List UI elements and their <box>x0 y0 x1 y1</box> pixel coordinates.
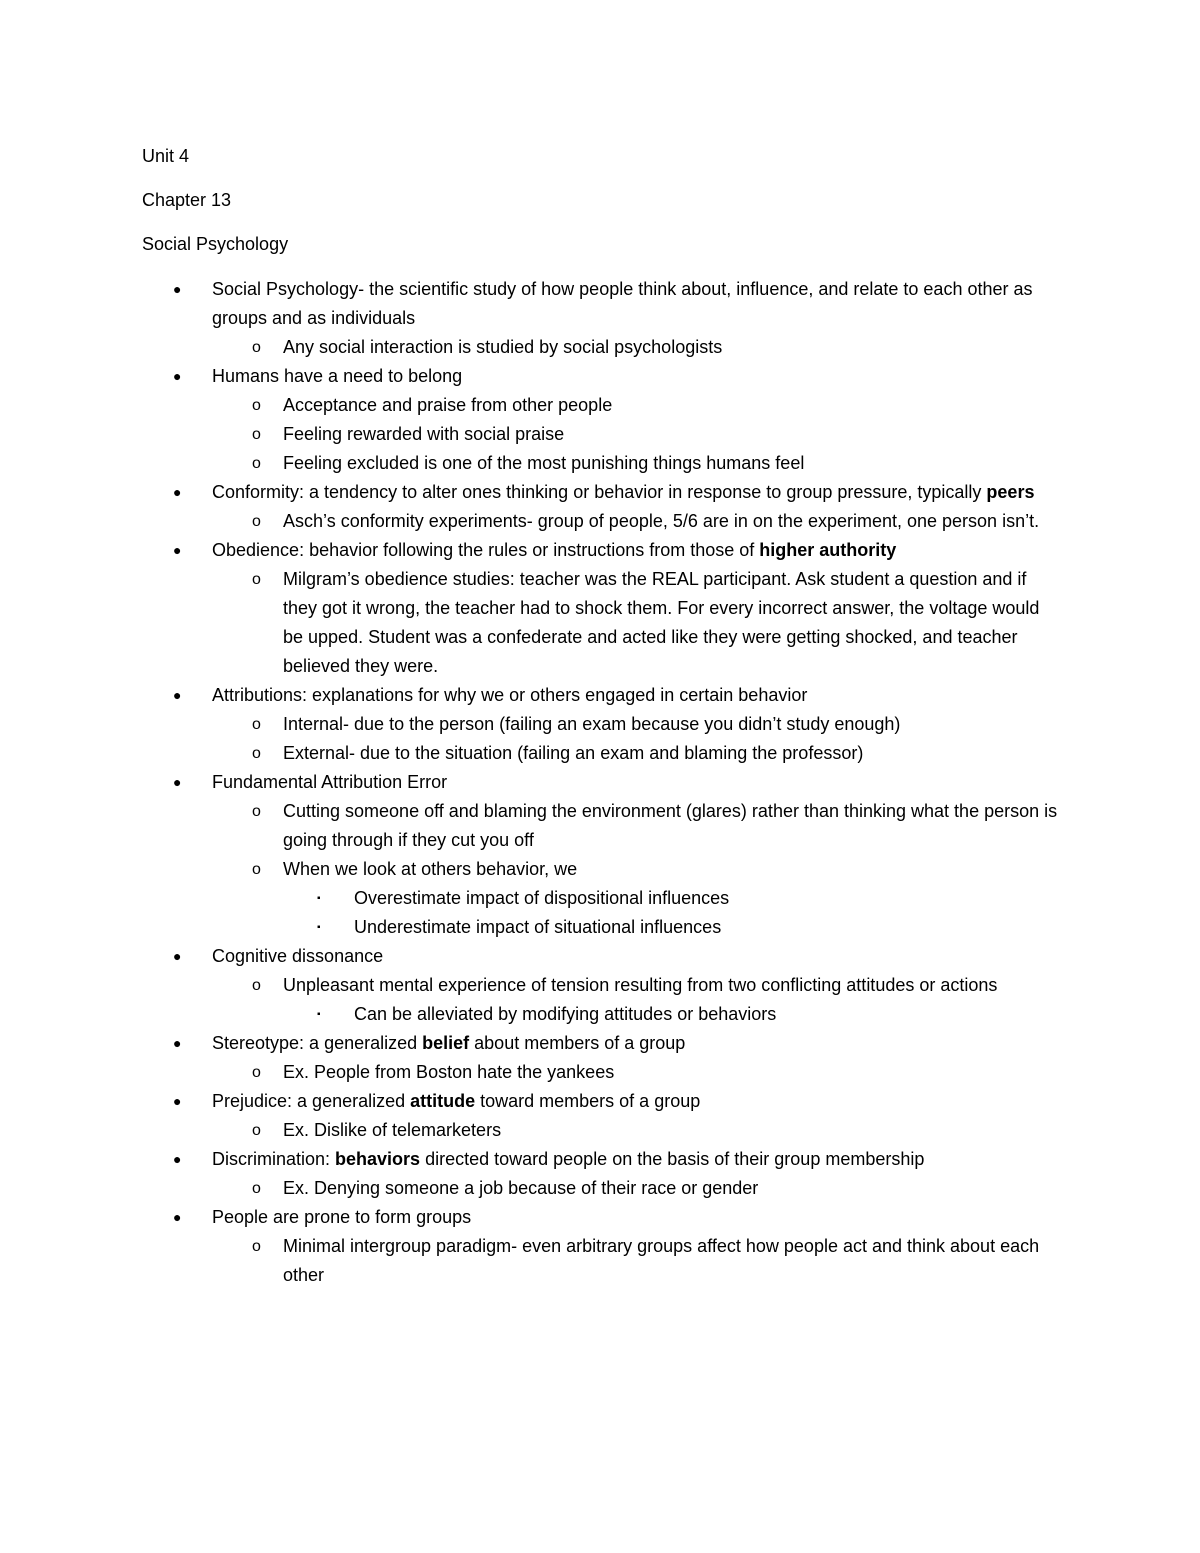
list-item-text <box>283 855 1058 884</box>
bullet-marker: o <box>252 339 261 356</box>
bullet-marker: ● <box>173 687 182 703</box>
list-item-level-3 <box>0 884 1054 913</box>
list-item-level-3 <box>0 913 1054 942</box>
list-item-text <box>283 710 1058 739</box>
text-run: Any social interaction is studied by social psychologists <box>283 337 723 357</box>
bullet-marker: ● <box>173 368 182 384</box>
text-run: Feeling excluded is one of the most punishing things humans feel <box>283 453 805 473</box>
list-item-level-2 <box>0 1116 1058 1145</box>
list-item-level-2 <box>0 420 1058 449</box>
list-item-text <box>283 449 1058 478</box>
bullet-marker: ● <box>173 948 182 964</box>
list-item-level-1 <box>0 478 1047 507</box>
list-item-level-2 <box>0 449 1058 478</box>
bold-term: peers <box>986 482 1035 502</box>
text-run: Ex. People from Boston hate the yankees <box>283 1062 615 1082</box>
bullet-marker: o <box>252 1238 261 1255</box>
text-run: about members of a group <box>469 1033 686 1053</box>
bold-term: belief <box>422 1033 470 1053</box>
list-item-level-2 <box>0 971 1058 1000</box>
list-item-text <box>212 942 1047 971</box>
text-run: Milgram’s obedience studies: teacher was the REAL participant. Ask student a question and if they got it wrong, the teacher had to shock them. For every incorrect answer, the voltage would be upped. Student was a confederate and acted like they were getting shocked, and teacher believed they were. <box>283 569 1040 676</box>
text-run: When we look at others behavior, we <box>283 859 578 879</box>
list-item-level-3 <box>0 1000 1054 1029</box>
bullet-marker: o <box>252 716 261 733</box>
list-item-text <box>212 536 1047 565</box>
bullet-marker: o <box>252 513 261 530</box>
list-item-level-1 <box>0 362 1047 391</box>
chapter-heading: Chapter 13 <box>142 190 232 210</box>
text-run: Humans have a need to belong <box>212 366 463 386</box>
topic-heading: Social Psychology <box>142 234 289 254</box>
list-item-text <box>283 971 1058 1000</box>
list-item-text <box>283 797 1058 855</box>
text-run: External- due to the situation (failing an exam and blaming the professor) <box>283 743 864 763</box>
text-run: Acceptance and praise from other people <box>283 395 613 415</box>
list-item-text <box>212 1203 1047 1232</box>
text-run: Fundamental Attribution Error <box>212 772 448 792</box>
list-item-text <box>212 478 1047 507</box>
list-item-level-1 <box>0 1203 1047 1232</box>
list-item-level-2 <box>0 855 1058 884</box>
list-item-level-2 <box>0 565 1058 681</box>
bold-term: higher authority <box>759 540 897 560</box>
bullet-marker: ● <box>173 542 182 558</box>
list-item-text <box>283 1174 1058 1203</box>
bullet-marker: o <box>252 1122 261 1139</box>
bullet-marker: ● <box>173 1035 182 1051</box>
text-run: Overestimate impact of dispositional influences <box>354 888 730 908</box>
bullet-marker: o <box>252 455 261 472</box>
text-run: Ex. Denying someone a job because of their race or gender <box>283 1178 759 1198</box>
text-run: Cutting someone off and blaming the environment (glares) rather than thinking what the person is going through if they cut you off <box>283 801 1058 850</box>
list-item-text <box>354 884 1054 913</box>
list-item-text <box>283 1116 1058 1145</box>
bullet-marker: ● <box>173 1093 182 1109</box>
list-item-level-2 <box>0 507 1058 536</box>
bullet-marker: o <box>252 745 261 762</box>
list-item-level-1 <box>0 1029 1047 1058</box>
bullet-marker: o <box>252 397 261 414</box>
list-item-text <box>283 420 1058 449</box>
list-item-text <box>283 565 1058 681</box>
bullet-marker: ● <box>173 484 182 500</box>
list-item-text <box>212 1145 1047 1174</box>
text-run: Discrimination: <box>212 1149 336 1169</box>
list-item-text <box>283 1058 1058 1087</box>
text-run: Obedience: behavior following the rules or instructions from those of <box>212 540 760 560</box>
bullet-marker: o <box>252 426 261 443</box>
list-item-level-2 <box>0 391 1058 420</box>
list-item-level-2 <box>0 797 1058 855</box>
text-run: People are prone to form groups <box>212 1207 472 1227</box>
text-run: directed toward people on the basis of their group membership <box>420 1149 925 1169</box>
text-run: Social Psychology- the scientific study of how people think about, influence, and relate to each other as groups and as individuals <box>212 279 1033 328</box>
list-item-text <box>283 391 1058 420</box>
bold-term: behaviors <box>335 1149 421 1169</box>
bold-term: attitude <box>410 1091 476 1111</box>
list-item-level-2 <box>0 1232 1058 1290</box>
text-run: Ex. Dislike of telemarketers <box>283 1120 502 1140</box>
list-item-level-2 <box>0 739 1058 768</box>
list-item-text <box>283 333 1058 362</box>
bullet-marker: ● <box>173 1209 182 1225</box>
list-item-level-1 <box>0 1145 1047 1174</box>
text-run: Feeling rewarded with social praise <box>283 424 565 444</box>
text-run: Minimal intergroup paradigm- even arbitrary groups affect how people act and think about each other <box>283 1236 1040 1285</box>
text-run: Unpleasant mental experience of tension resulting from two conflicting attitudes or actions <box>283 975 998 995</box>
bullet-marker: ▪ <box>317 893 321 904</box>
bullet-marker: ● <box>173 1151 182 1167</box>
text-run: toward members of a group <box>475 1091 701 1111</box>
list-item-text <box>212 681 1047 710</box>
bullet-marker: o <box>252 571 261 588</box>
list-item-level-1 <box>0 768 1047 797</box>
text-run: Cognitive dissonance <box>212 946 384 966</box>
list-item-level-2 <box>0 333 1058 362</box>
bullet-marker: o <box>252 1064 261 1081</box>
list-item-text <box>212 1087 1047 1116</box>
list-item-level-1 <box>0 942 1047 971</box>
list-item-text <box>283 739 1058 768</box>
text-run: Internal- due to the person (failing an exam because you didn’t study enough) <box>283 714 901 734</box>
list-item-text <box>212 1029 1047 1058</box>
unit-heading: Unit 4 <box>142 146 190 166</box>
list-item-level-2 <box>0 710 1058 739</box>
text-run: Stereotype: a generalized <box>212 1033 423 1053</box>
list-item-text <box>354 1000 1054 1029</box>
bullet-marker: o <box>252 977 261 994</box>
list-item-level-1 <box>0 681 1047 710</box>
bullet-marker: ● <box>173 774 182 790</box>
text-run: Asch’s conformity experiments- group of people, 5/6 are in on the experiment, one person isn’t. <box>283 511 1040 531</box>
bullet-marker: ▪ <box>317 1009 321 1020</box>
list-item-text <box>212 362 1047 391</box>
bullet-marker: o <box>252 861 261 878</box>
list-item-text <box>212 275 1047 333</box>
bullet-marker: ▪ <box>317 922 321 933</box>
notes-list <box>0 275 1200 1290</box>
list-item-level-2 <box>0 1058 1058 1087</box>
text-run: Prejudice: a generalized <box>212 1091 411 1111</box>
bullet-marker: ● <box>173 281 182 297</box>
list-item-level-1 <box>0 275 1047 333</box>
list-item-level-2 <box>0 1174 1058 1203</box>
list-item-text <box>212 768 1047 797</box>
list-item-text <box>283 1232 1058 1290</box>
text-run: Attributions: explanations for why we or others engaged in certain behavior <box>212 685 808 705</box>
bullet-marker: o <box>252 1180 261 1197</box>
list-item-level-1 <box>0 1087 1047 1116</box>
list-item-level-1 <box>0 536 1047 565</box>
list-item-text <box>354 913 1054 942</box>
list-item-text <box>283 507 1058 536</box>
text-run: Conformity: a tendency to alter ones thinking or behavior in response to group pressure, typically <box>212 482 987 502</box>
bullet-marker: o <box>252 803 261 820</box>
text-run: Underestimate impact of situational influences <box>354 917 722 937</box>
text-run: Can be alleviated by modifying attitudes or behaviors <box>354 1004 777 1024</box>
